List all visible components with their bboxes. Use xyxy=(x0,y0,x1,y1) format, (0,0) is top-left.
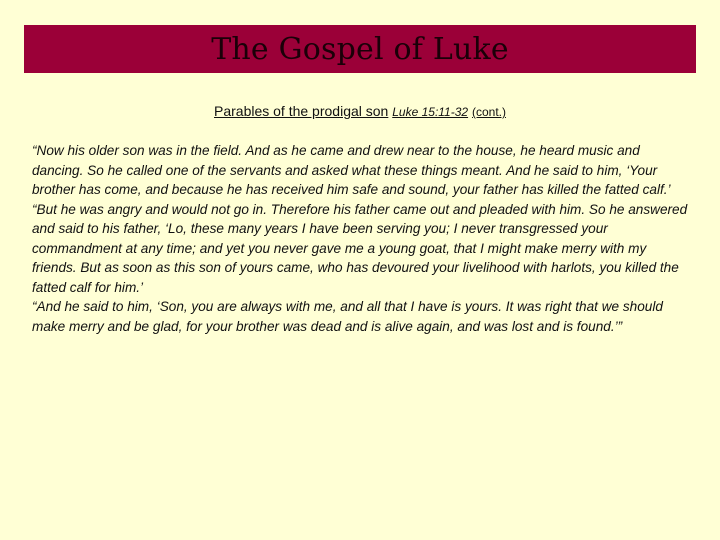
slide-title: The Gospel of Luke xyxy=(211,31,509,67)
passage-paragraph: “And he said to him, ‘Son, you are always with me, and all that I have is yours. It was right that we should make merry and be glad, for your brother was dead and is alive again, and was lost and is found.’” xyxy=(32,299,663,334)
subtitle xyxy=(0,102,720,121)
scripture-passage xyxy=(32,141,688,336)
passage-paragraph: “But he was angry and would not go in. Therefore his father came out and pleaded with him. So he answered and said to his father, ‘Lo, these many years I have been serving you; I never transgressed your commandment at any time; and yet you never gave me a young goat, that I might make merry with my friends. But as soon as this son of yours came, who has devoured your livelihood with harlots, you killed the fatted calf for him.’ xyxy=(32,201,688,295)
scripture-reference: Luke 15:11-32 xyxy=(392,105,469,119)
passage-paragraph: “Now his older son was in the field. And as he came and drew near to the house, he heard music and dancing. So he called one of the servants and asked what these things meant. And he said to him, ‘Your brother has come, and because he has received him safe and sound, your father has killed the fatted calf.’ xyxy=(32,143,671,197)
subtitle-main: Parables of the prodigal son xyxy=(214,103,389,119)
title-banner xyxy=(24,25,696,73)
continued-label: (cont.) xyxy=(471,105,506,119)
